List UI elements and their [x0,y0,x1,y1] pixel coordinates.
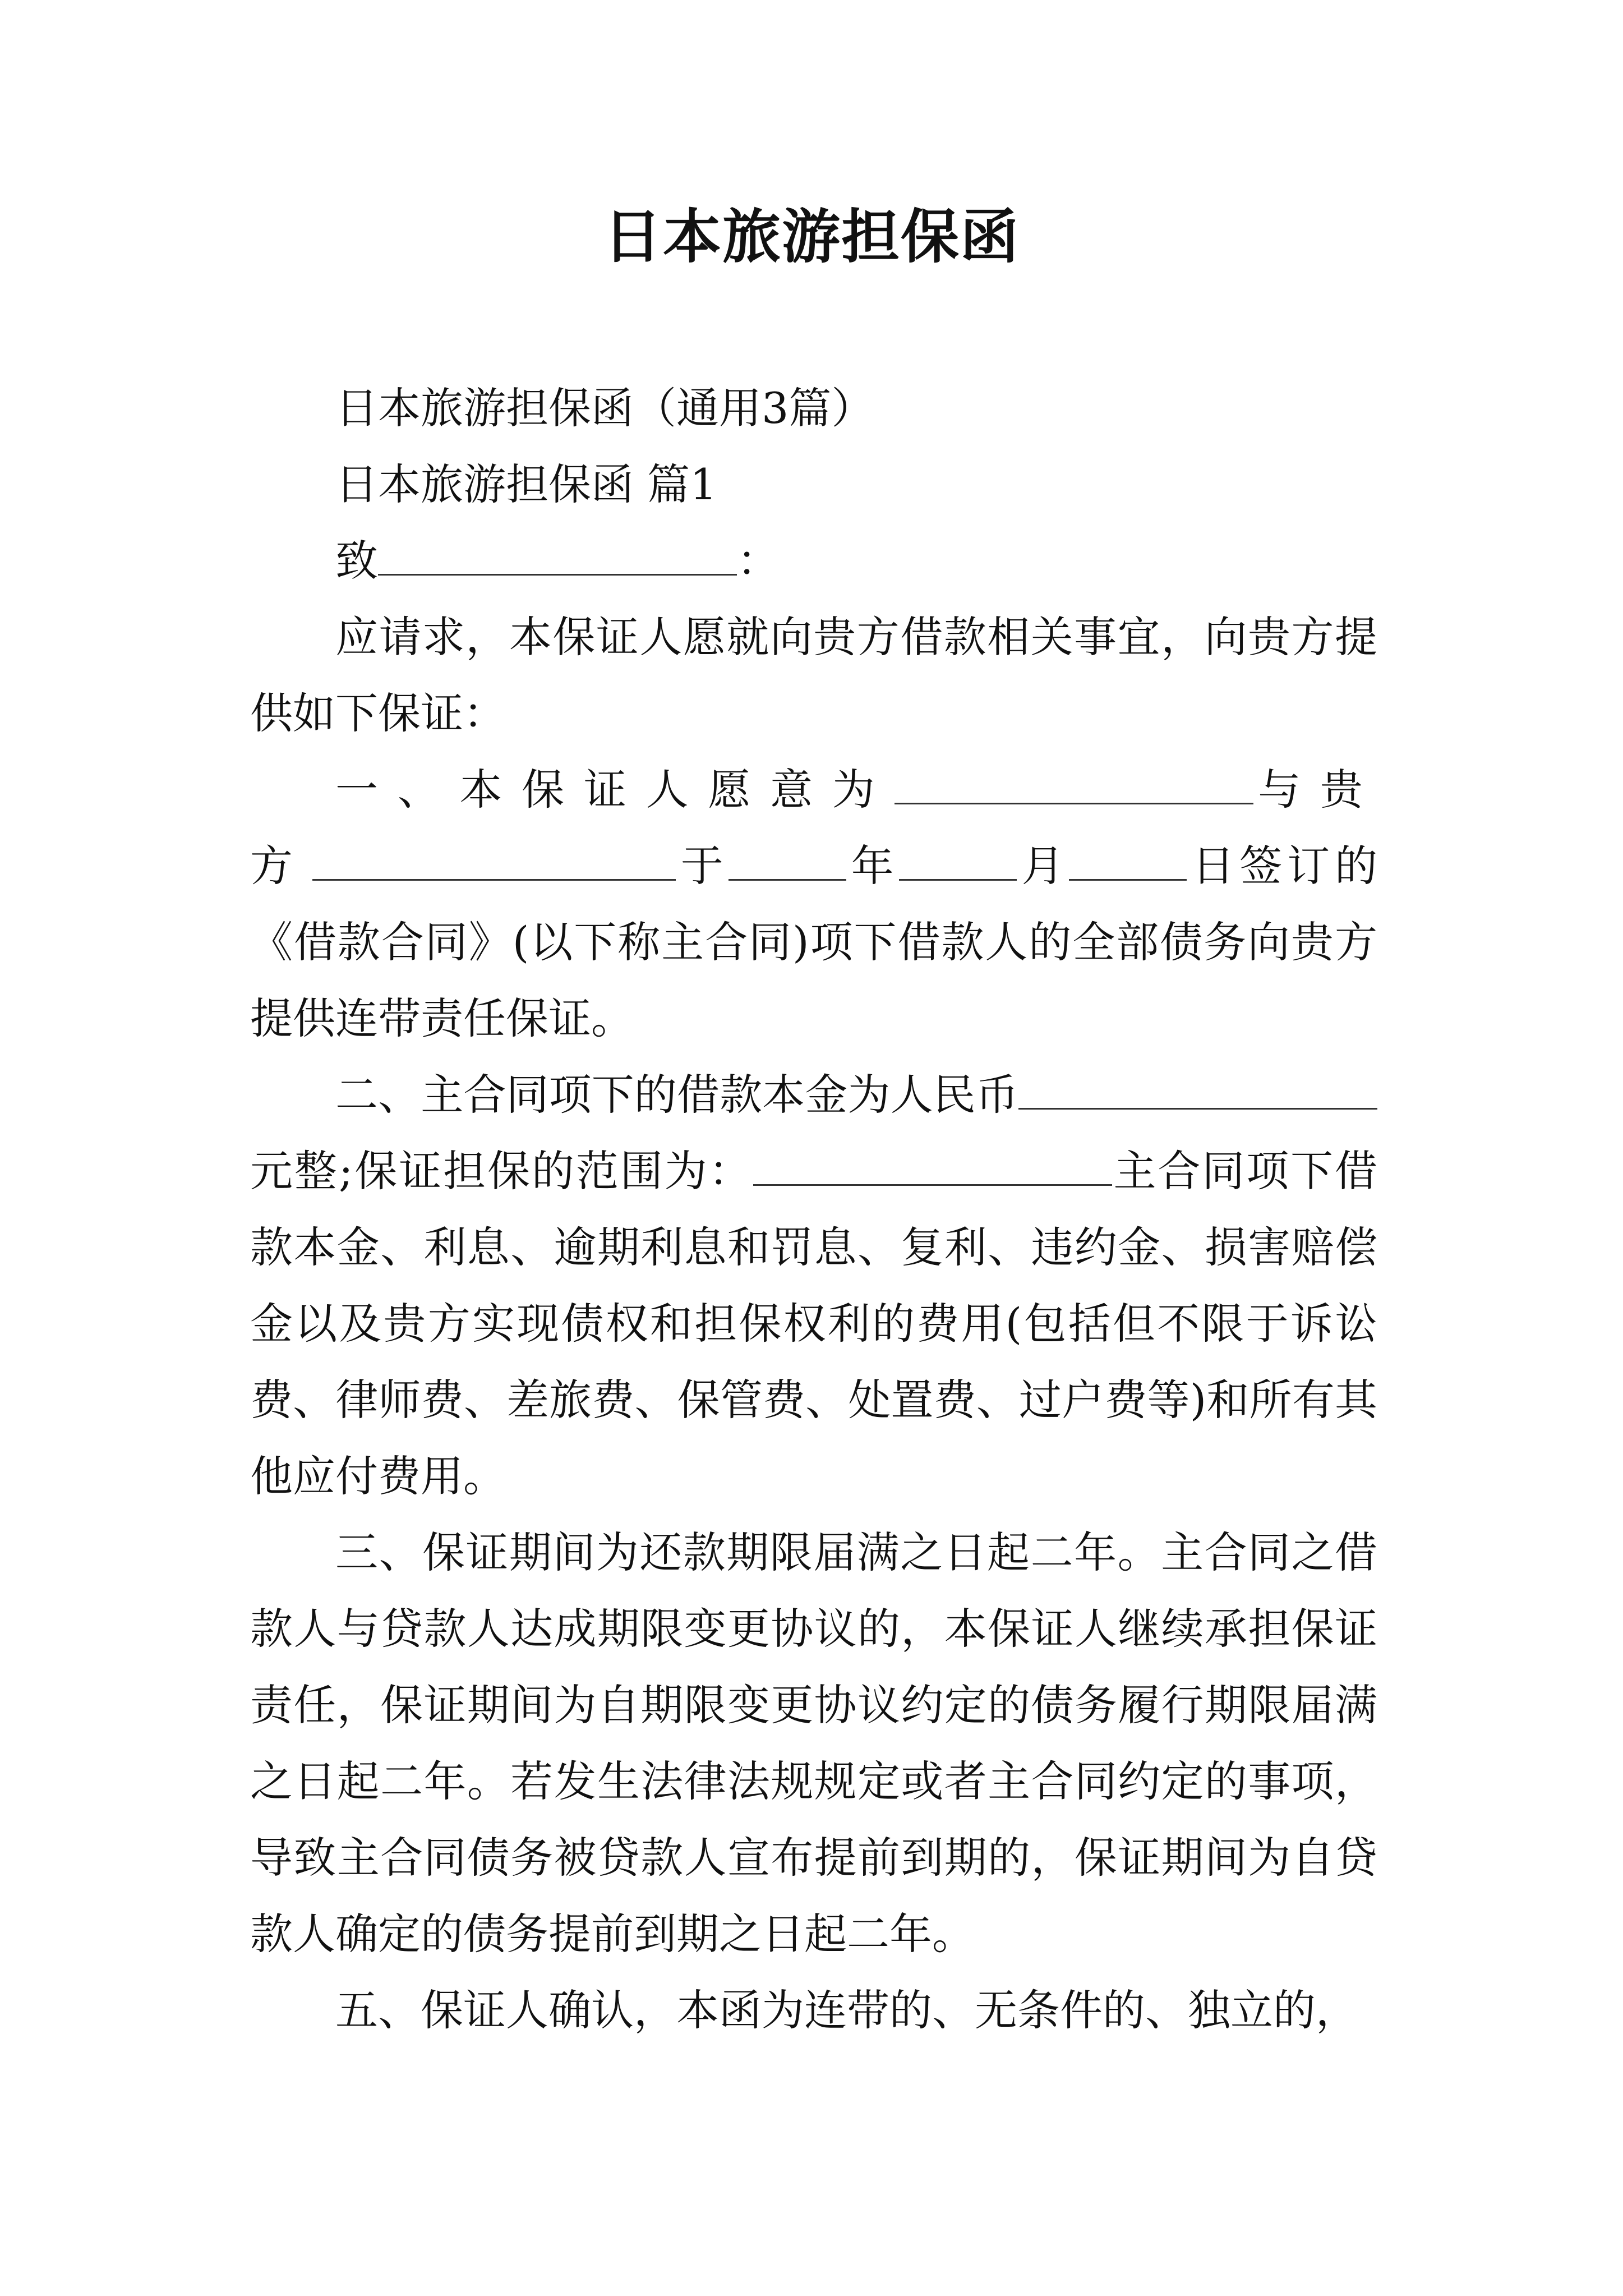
document-title: 日本旅游担保函 [603,202,1020,271]
counterparty-blank[interactable] [312,842,676,881]
clause-1-on: 于 [675,841,728,891]
subtitle-paragraph [250,370,1377,447]
day-blank[interactable] [1069,842,1187,881]
clause-1-lead: 一、本保证人愿意为 [335,765,895,815]
clause-1-month: 月 [1016,841,1069,891]
section-heading [250,447,1377,523]
salutation-prefix: 致 [335,536,378,586]
clause-2-lead: 二、主合同项下的借款本金为人民币 [335,1070,1018,1120]
clause-5-paragraph [250,1972,1377,2049]
clause-1-year: 年 [846,841,899,891]
clause-1-paragraph [250,752,1377,1057]
clause-3-paragraph [250,1515,1377,1972]
principal-amount-blank[interactable] [1018,1071,1377,1110]
intro-text: 应请求，本保证人愿就向贵方借款相关事宜，向贵方提供如下保证： [250,612,1377,738]
intro-paragraph [250,599,1377,752]
section-heading-text: 日本旅游担保函 篇1 [335,459,717,509]
clause-5-text: 五、保证人确认，本函为连带的、无条件的、独立的， [335,1985,1358,2035]
recipient-blank[interactable] [378,537,737,576]
guaranteed-party-blank[interactable] [895,766,1253,804]
clause-1-with: 与贵方 [250,765,1378,891]
clause-3-text: 三、保证期间为还款期限届满之日起二年。主合同之借款人与贷款人达成期限变更协议的，本保证人继续承担保证责任，保证期间为自期限变更协议约定的债务履行期限届满之日起二年。若发生法律法规规定或者主合同约定的事项，导致主合同债务被贷款人宣布提前到期的，保证期间为自贷款人确定的债务提前到期之日起二年。 [250,1527,1377,1959]
document-body [250,370,1377,2049]
clause-2-scope: 元整;保证担保的范围为： [250,1146,753,1196]
clause-1-rest: 日签订的《借款合同》(以下称主合同)项下借款人的全部债务向贵方提供连带责任保证。 [250,841,1378,1043]
month-blank[interactable] [899,842,1017,881]
scope-blank[interactable] [753,1147,1112,1186]
clause-2-rest: 主合同项下借款本金、利息、逾期利息和罚息、复利、违约金、损害赔偿金以及贵方实现债权和担保权利的费用(包括但不限于诉讼费、律师费、差旅费、保管费、处置费、过户费等)和所有其他应付费用。 [250,1146,1378,1501]
clause-2-paragraph [250,1057,1377,1515]
year-blank[interactable] [728,842,846,881]
salutation-suffix: ： [737,536,780,586]
salutation-line [250,523,1377,599]
subtitle-text: 日本旅游担保函（通用3篇） [335,383,874,433]
